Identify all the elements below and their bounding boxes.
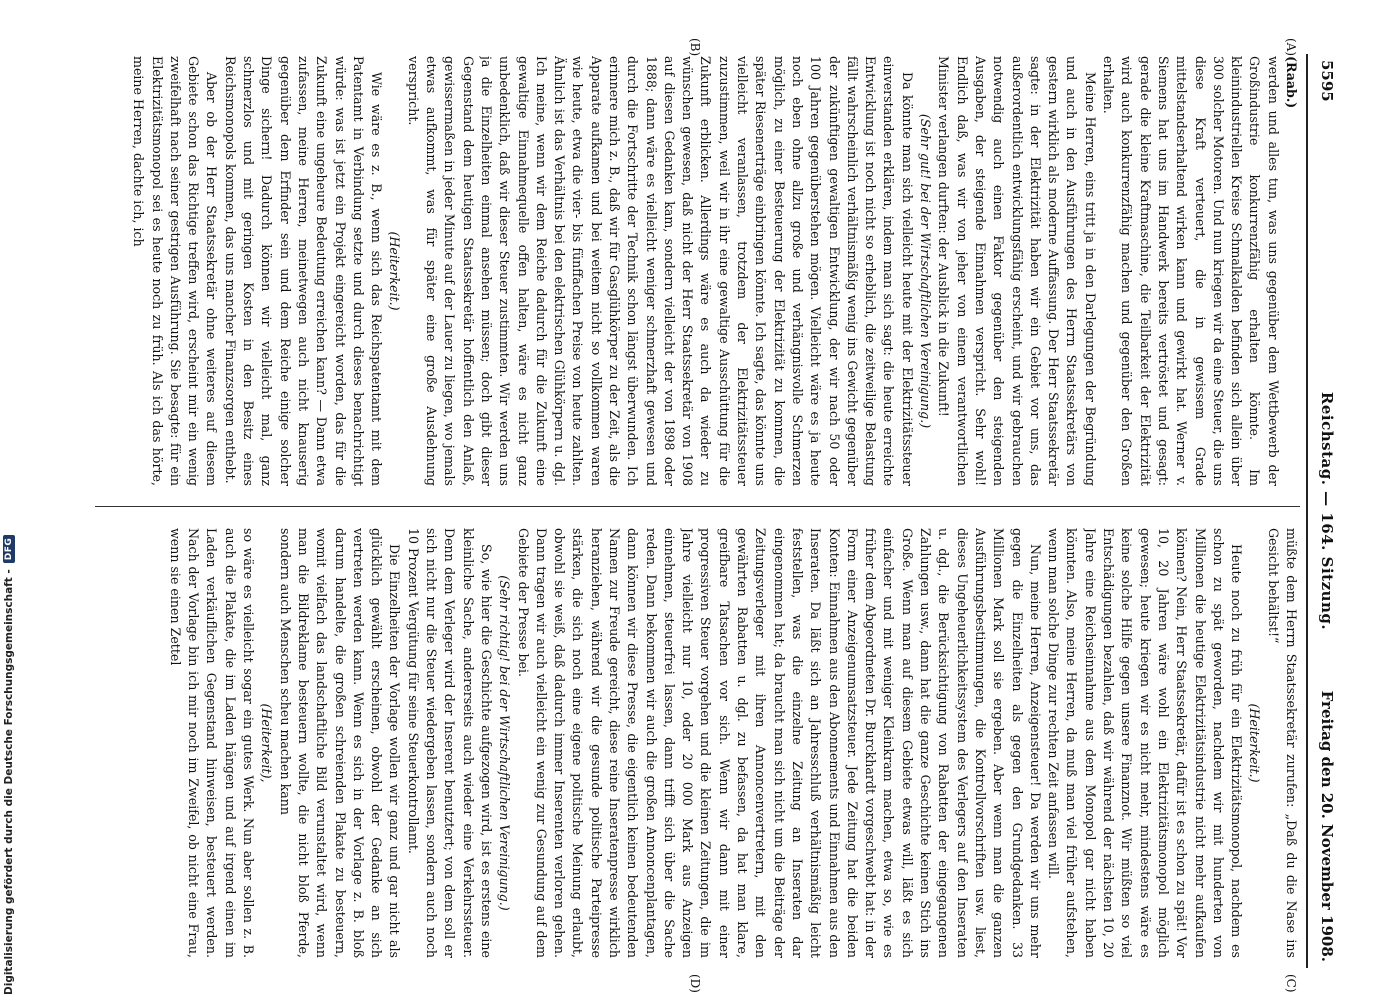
page-title: Reichstag. — 164. Sitzung. bbox=[1318, 391, 1336, 631]
margin-letter-b: (B) bbox=[688, 38, 702, 57]
session-date: Freitag den 20. November 1908. bbox=[1318, 690, 1336, 962]
header-rule bbox=[1306, 54, 1308, 968]
paragraph: Wie wäre es z. B., wenn sich das Reichspatentamt mit dem Patentamt in Verbindung setzte und durch dieses benachrichtigt würde: was ist jetzt ein Projekt eingereicht worden, das für die Zukunft eine ungeheure Bedeutung erreichen kann? — Dann etwa zufassen, meine Herren, meinetwegen auch nicht knauserig gegenüber dem Erfinder sein und dem Reiche einige solcher Dinge sichern! Dadurch können wir vielleicht mal, ganz schmerzlos und mit geringen Kosten in den Besitz eines Reichsmonopols kommen, das uns mancher Finanzsorgen enthebt. bbox=[222, 56, 385, 486]
speaker-label: (Raab.) bbox=[1284, 56, 1299, 109]
paragraph: müßte dem Herrn Staatssekretär zurufen: „Daß du die Nase ins Gesicht behältst!“ bbox=[1265, 528, 1299, 958]
digitization-credit bbox=[3, 535, 15, 995]
margin-letter-c: (C) bbox=[1284, 974, 1298, 993]
stage-direction: (Heiterkeit.) bbox=[1247, 703, 1263, 783]
paragraph: so wäre es vielleicht sogar ein gutes Werk. Nun aber sollen z. B. auch die Plakate, die im Laden hängen und auf irgend einen im Laden verkäuflichen Gegenstand hinweisen, besteuert werden. Nach der Vorlage bin ich mir noch im Zweifel, ob nicht eine Frau, wenn sie einen Zettel bbox=[167, 528, 257, 958]
page-header bbox=[1306, 54, 1342, 968]
column-divider bbox=[95, 506, 1300, 507]
stage-direction: (Sehr gut! bei der Wirtschaftlichen Vereinigung.) bbox=[918, 113, 934, 429]
paragraph: Nun, meine Herren, Anzeigensteuer! Da werden wir uns mehr gegen die Einzelheiten als gegen den Grundgedanken. 33 Millionen Mark soll sie ergeben. Aber wenn man die ganzen Ausführungsbestimmungen, die Kontrollvorschriften usw. liest, dieses Ungeheuerlichkeitssystem des Verlegers auf den Inseraten u. dgl., die Berücksichtigung von Rabatten der eingegangenen Zahlungen usw., dann hat die ganze Geschichte keinen Stich ins Große. Wenn man auf diesem Gebiete etwas will, läßt es sich einfacher und mit weniger Kleinkram machen, etwa so, wie es früher dem Abgeordneten Dr. Burckhardt vorgeschwebt hat: in der Form einer Anzeigenumsatzsteuer. Jede Zeitung hat die beiden Konten: Einnahmen aus den Abonnements und Einnahmen aus den Inseraten. Da läßt sich an Jahresschluß verhältnismäßig leicht feststellen, was die einzelne Zeitung an Inseraten dar eingenommen hat; da braucht man sich nicht um die Beiträge der Zeitungsverleger mit ihren Annoncenvertretern, mit den gewährten Rabatten u. dgl. zu befassen, da hat man klare, greifbare Tatsachen vor sich. Wenn wir dann mit einer progressiven Steuer vorgehen und die kleinen Zeitungen, die im Jahre vielleicht nur 10, oder 20 000 Mark aus Anzeigen einnehmen, steuerfrei lassen, dann trifft sich über die Sache reden. Dann bekommen wir auch die großen Annoncenplantagen, dann können wir diese Presse, die eigentlich keinen bedeutenden Namen zur Freude gereicht, diese reine Inseratenpresse wirklich heranziehen, während wir die gesunde politische Parteipresse stärken, die sich noch eine eigene politische Meinung erlaubt, obwohl sie weiß, daß dadurch immer Inserenten verloren gehen. Dann tragen wir auch vielleicht ein wenig zur Gesundung auf dem Gebiete der Presse bei. bbox=[515, 528, 1043, 958]
stage-direction: (Heiterkeit), bbox=[259, 703, 275, 783]
paragraph: Heute noch zu früh für ein Elektrizitätsmonopol, nachdem es schon zu spät geworden, nachdem wir mit hunderten von Millionen die heutige Elektrizitätsindustrie nicht mehr aufkaufen können? Nein, Herr Staatssekretär, dafür ist es schon zu spät! Vor 10, 20 Jahren wäre wohl ein Elektrizitätsmonopol möglich gewesen; heute kriegen wir es nicht mehr, mindestens wäre es keine solche Hilfe gegen unsere Finanznot. Wir müßten so viel Entschädigungen bezahlen, daß wir während der nächsten 10, 20 Jahre eine Reichseinnahme aus dem Monopol gar nicht haben könnten. Also, meine Herren, da muß man viel früher aufstehen, wenn man solche Dinge zur rechten Zeit anfassen will. bbox=[1046, 528, 1245, 958]
paragraph: Da könnte man sich vielleicht heute mit der Elektrizitätssteuer einverstanden erklären, indem man sich sagt: die heute erreichte Entwicklung ist noch nicht so erheblich, die zeitweilige Belastung fällt wahrscheinlich verhältnismäßig wenig ins Gewicht gegenüber der zukünftigen gewaltigen Entwicklung, der wir nach 50 oder 100 Jahren gegenüberstehen mögen. Vielleicht wäre es ja heute noch eben ohne allzu große und verhängnisvolle Schmerzen möglich, zu einer Besteuerung der Elektrizität zu kommen, die später Riesenerträge einbringen könnte. Ich sagte, das könnte uns vielleicht veranlassen, trotzdem der Elektrizitätssteuer zuzustimmen, weil wir in ihr eine gewaltige Ausschüttung für die Zukunft erblicken. Allerdings wäre es auch da wieder zu wünschen gewesen, daß nicht der Herr Staatssekretär von 1908 auf diesen Gedanken kam, sondern vielleicht der von 1898 oder 1888; dann wäre es vielleicht weniger schmerzhaft gewesen und durch die Fortschritte der Technik schon längst überwunden. Ich erinnere mich z. B., daß wir für Gasglühkörper zu der Zeit, als die Apparate aufkamen und bei weitem nicht so vollkommen waren wie heute, etwa die vier- bis fünffachen Preise von heute zahlten. Ähnlich ist das Verhältnis bei den elektrischen Glühkörpern u. dgl. Ich meine, wenn wir dem Reiche dadurch für die Zukunft eine gewaltige Einnahmequelle offen halten, wäre es nicht ganz unbedenklich, daß wir dieser Steuer zustimmten. Wir werden uns ja die Einzelheiten einmal ansehen müssen; doch gibt dieser Gegenstand dem heutigen Staatssekretär hoffentlich den Anlaß, gewissermaßen in jeder Minute auf der Lauer zu liegen, wo jemals etwas aufkommt, was für später eine große Ausdehnung verspricht. bbox=[405, 56, 915, 486]
paragraph: Meine Herren, eins tritt ja in den Darlegungen der Begründung und auch in den Ausführungen des Herrn Staatssekretärs von gestern wirklich als moderne Auffassung. Der Herr Staatssekretär sagte: in der Elektrizität haben wir ein Gebiet vor uns, das außerordentlich entwicklungsfähig erscheint, und wir gebrauchen notwendig auch einen Faktor gegenüber den steigenden Ausgaben, der steigende Einnahmen verspricht. Sehr wohl! Endlich daß, was wir von jeher von einem verantwortlichen Minister verlangen durften: der Ausblick in die Zukunft! bbox=[936, 56, 1098, 486]
paragraph: werden und alles tun, was uns gegenüber dem Wettbewerb der Großindustrie konkurrenzfähig erhalten könnte. Im kleinindustriellen Kreise Schmalkalden befinden sich allein über 300 solcher Motoren. Und nun kriegen wir da eine Steuer, die uns diese Kraft verteuert, die in gewissem Grade mittelstandserhaltend wirken kann und gewirkt hat. Werner v. Siemens hat uns im Handwerk bereits vertröstet und gesagt: gerade die kleine Kraftmaschine, die Teilbarkeit der Elektrizität wird auch konkurrenzfähig machen und gegenüber den Großen erhalten. bbox=[1101, 56, 1281, 486]
rotated-page-scan bbox=[80, 38, 1342, 993]
stage-direction: (Heiterkeit.) bbox=[387, 231, 403, 311]
paragraph: Die Einzelheiten der Vorlage wollen wir ganz und gar nicht als glücklich gewählt erscheinen, obwohl der Gedanke an sich vertreten werden kann. Wenn es sich in der Vorlage z. B. bloß darum handelte, die großen schreienden Plakate zu besteuern, womit vielfach das landschaftliche Bild verunstaltet wird, wenn man die Bildreklame besteuern wollte, die nicht bloß Pferde, sondern auch Menschen scheu machen kann bbox=[277, 528, 403, 958]
margin-letter-a: (A) bbox=[1284, 38, 1298, 57]
right-text-column bbox=[90, 528, 1300, 958]
page-number: 5595 bbox=[1318, 60, 1336, 102]
credit-text: Digitalisierung gefördert durch die Deutsche Forschungsgemeinschaft - bbox=[3, 569, 15, 995]
stage-direction: (Sehr richtig! bei der Wirtschaftlichen Vereinigung.) bbox=[497, 575, 513, 911]
paragraph: So, wie hier die Geschichte aufgezogen wird, ist es erstens eine kleinliche Sache, andererseits auch wieder eine Verkehrssteuer. Denn dem Verleger wird der Inserent benutztert; von dem soll er sich nicht nur die Steuer wiedergeben lassen, sondern auch noch 10 Prozent Vergütung für seine Steuerkontrollamt. bbox=[405, 528, 494, 958]
left-text-column bbox=[90, 56, 1300, 486]
dfg-logo: DFG bbox=[3, 535, 15, 564]
margin-letter-d: (D) bbox=[688, 974, 702, 993]
paragraph: Aber ob der Herr Staatssekretär ohne weiteres auf diesem Gebiete schon das Richtige treffen wird, erscheint mir ein wenig zweifelhaft nach seiner gestrigen Ausführung. Sie besagte: für ein Elektrizitätsmonopol sei es heute noch zu früh. Als ich das hörte, meine Herren, dachte ich, ich bbox=[131, 56, 220, 486]
